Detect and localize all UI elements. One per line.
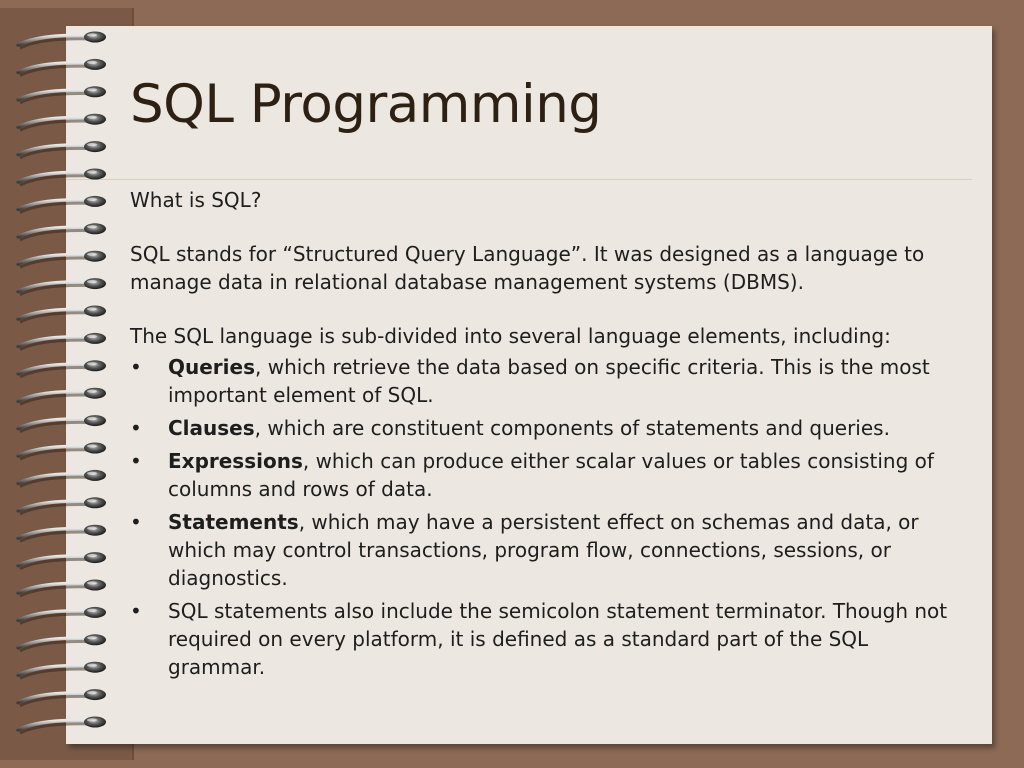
bullet-item-clauses — [130, 414, 970, 442]
spiral-ring-icon — [18, 169, 106, 186]
spiral-ring-icon — [18, 388, 106, 405]
bullet-term: Queries — [168, 355, 255, 379]
spiral-ring-icon — [18, 114, 106, 131]
bullet-item-statements — [130, 508, 970, 592]
spiral-ring-icon — [18, 497, 106, 514]
spiral-ring-icon — [18, 634, 106, 651]
spiral-ring-icon — [18, 689, 106, 706]
spiral-ring-icon — [18, 607, 106, 624]
bullet-dot: • — [130, 355, 142, 379]
bullet-term: Statements — [168, 510, 299, 534]
bullet-dot: • — [130, 510, 142, 534]
bullet-item-expressions — [130, 447, 970, 503]
definition-text: SQL stands for “Structured Query Language”. It was designed as a language to manage data in relational database management systems (DBMS). — [130, 242, 925, 294]
intro-text: The SQL language is sub-divided into several language elements, including: — [130, 324, 891, 348]
spiral-ring-icon — [18, 251, 106, 268]
spiral-ring-icon — [18, 443, 106, 460]
slide-page — [66, 26, 992, 744]
spiral-binding — [0, 0, 120, 768]
spiral-ring-icon — [18, 59, 106, 76]
spiral-ring-icon — [18, 333, 106, 350]
spiral-ring-icon — [18, 470, 106, 487]
bullet-text: , which retrieve the data based on specific criteria. This is the most important element of SQL. — [168, 355, 930, 407]
bullet-text: , which are constituent components of statements and queries. — [254, 416, 890, 440]
spiral-ring-icon — [18, 306, 106, 323]
spiral-ring-icon — [18, 360, 106, 377]
bullet-dot: • — [130, 599, 142, 623]
spiral-ring-icon — [18, 223, 106, 240]
bullet-term: Expressions — [168, 449, 303, 473]
spiral-ring-icon — [18, 141, 106, 158]
spiral-ring-icon — [18, 552, 106, 569]
bullet-dot: • — [130, 449, 142, 473]
spiral-ring-icon — [18, 580, 106, 597]
question-text: What is SQL? — [130, 188, 262, 212]
bullet-list — [130, 353, 970, 681]
bullet-text: SQL statements also include the semicolon statement terminator. Though not required on every platform, it is defined as a standard part of the SQL grammar. — [168, 599, 948, 679]
spiral-ring-icon — [18, 717, 106, 734]
bullet-item-terminator — [130, 597, 970, 681]
spiral-ring-icon — [18, 278, 106, 295]
bullet-item-queries — [130, 353, 970, 409]
spiral-ring-icon — [18, 196, 106, 213]
spiral-ring-icon — [18, 525, 106, 542]
title-divider — [66, 179, 972, 180]
spiral-ring-icon — [18, 32, 106, 49]
spiral-ring-icon — [18, 86, 106, 103]
slide-body — [130, 186, 970, 686]
bullet-dot: • — [130, 416, 142, 440]
bullet-text: , which can produce either scalar values or tables consisting of columns and rows of data. — [168, 449, 934, 501]
spiral-ring-icon — [18, 415, 106, 432]
spiral-ring-icon — [18, 662, 106, 679]
bullet-text: , which may have a persistent effect on schemas and data, or which may control transactions, program flow, connections, sessions, or diagnostics. — [168, 510, 919, 590]
bullet-term: Clauses — [168, 416, 255, 440]
slide-title: SQL Programming — [130, 74, 602, 135]
